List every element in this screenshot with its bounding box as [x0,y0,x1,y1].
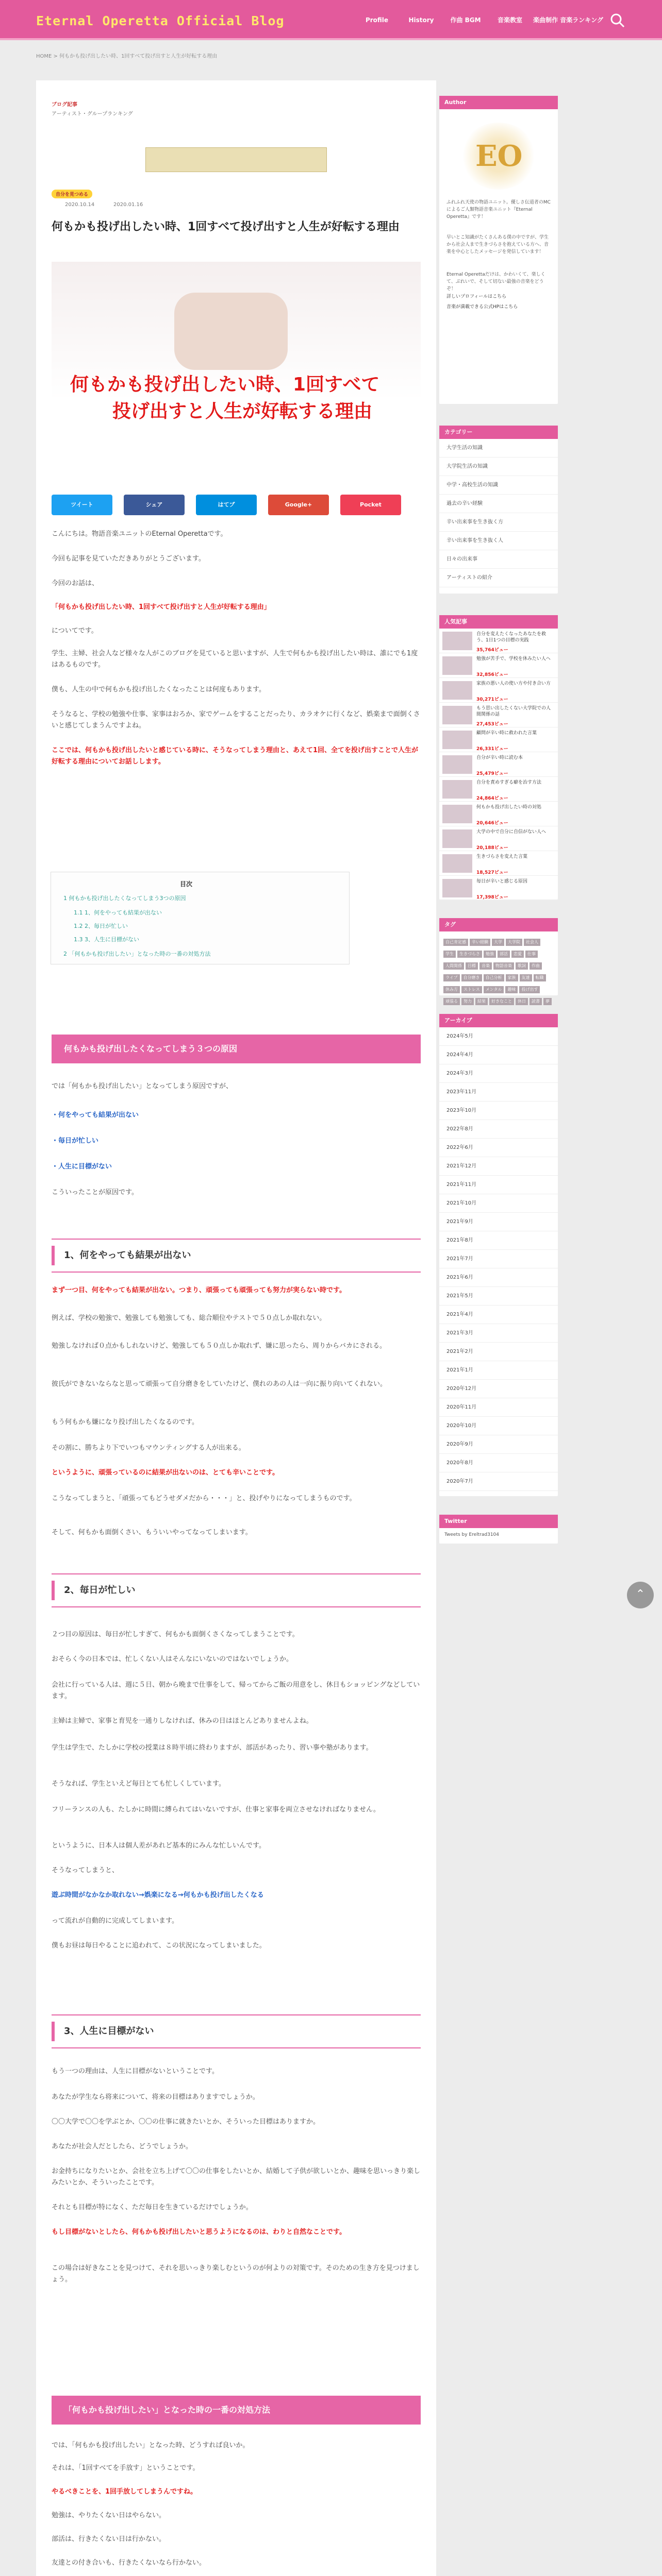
archive-item[interactable]: 2020年9月 [439,1435,558,1454]
popular-item[interactable] [439,876,558,901]
category-widget [439,426,558,594]
archive-item[interactable]: 2021年9月 [439,1213,558,1231]
bullet-item: ・人生に目標がない [52,1163,112,1171]
tag-item[interactable]: 学生 [443,951,456,958]
author-bio: 早いとこ知識がたくさんある僕の中ですが、学生から社会人まで生きづらさを抱えている方へ、音楽を中心としたメッセージを発信しています！ [446,235,549,255]
intro-p1: こんにちは。物語音楽ユニットのEternal Operettaです。 [52,530,227,538]
para-text: もう一つの理由は、人生に目標がないということです。 [52,2067,219,2075]
para: その割に、勝ちより下でいつもマウンティングする人が出来る。 [52,1444,245,1452]
popular-item[interactable] [439,703,558,727]
published-date: 2020.10.14 [65,202,95,208]
tag-item[interactable]: 投げ出す [519,986,540,993]
popular-title: 勉強が苦手で、学校を休みたい人へ [476,656,551,662]
popular-item[interactable] [439,851,558,876]
archive-item[interactable]: 2022年6月 [439,1139,558,1157]
archive-item[interactable]: 2021年4月 [439,1306,558,1324]
archive-item[interactable]: 2024年3月 [439,1064,558,1083]
author-bio: ふれふれ天使の物語ユニット。優しさ伝道者のMCによるご人類物語音楽ユニット『Eternal Operetta』です！ [446,200,551,219]
section-after: こういったことが原因です。 [52,1189,138,1196]
view-count: 20,646ビュー [476,821,508,826]
para: 主婦は主婦で、家事と育児を一通りしなければ、休みの日はほとんどありませんよね。 [52,1717,313,1725]
para: 彼氏ができないならなと思って頑張って自分磨きをしていたけど、僕れのあの人は一向に振り向いてくれない。 [52,1380,387,1388]
toc-title: 目次 [180,880,193,888]
profile-link[interactable]: 詳しいプロフィールはこちら [446,294,507,299]
sponsor-logo[interactable]: ブログ記事 [52,102,77,108]
tag-item[interactable]: 自己肯定感 [443,939,468,946]
popular-item[interactable] [439,653,558,678]
cat-photo [174,293,288,370]
para: そうなれば、学生といえど毎日とても忙しくしています。 [52,1780,225,1788]
section-lead: では「何もかも投げ出したい」となってしまう原因ですが、 [52,1082,233,1090]
archive-item[interactable]: 2021年2月 [439,1343,558,1361]
para: こうなってしまうと、「頑張ってもどうせダメだから・・・」と、投げやりになってしまうものです。 [52,1495,356,1502]
site-header [0,0,662,40]
sponsor-label: アーティスト・グループランキング [52,111,133,117]
archive-item[interactable]: 2021年5月 [439,1287,558,1306]
tag-item[interactable]: 勉強 [484,951,496,958]
toc-item[interactable]: 2 「何もかも投げ出したい」となった時の一番の対処方法 [63,951,211,957]
para: って流れが自動的に完成してしまいます。 [52,1917,178,1925]
bullet-item: ・毎日が忙しい [52,1137,99,1145]
archive-item[interactable]: 2020年8月 [439,1454,558,1472]
archive-item[interactable]: 2020年11月 [439,1398,558,1417]
para-text: というように、頑張っているのに結果が出ないのは、とても辛いことです。 [52,1469,279,1477]
thumbnail [442,805,472,823]
thumbnail [442,731,472,749]
archive-item[interactable]: 2022年8月 [439,1120,558,1139]
para: 友達との付き合いも、行きたくないなら行かない。 [52,2559,206,2567]
tag-item[interactable]: 物語音楽 [493,962,514,970]
bullet-item: ・何をやっても結果が出ない [52,1111,139,1119]
archive-item[interactable]: 2020年7月 [439,1472,558,1491]
popular-title: 自分を責めすぎる癖を治す方法 [476,780,542,785]
author-bio: Eternal Operettaだけは、かわいくて、楽しくて、ぶれいで、そして切ない最強の音楽をどうぞ！ [446,272,545,292]
popular-title: 家族の悪い人の使い方や付き合い方 [476,681,551,686]
para: そして、何もかも面倒くさい、もういいやってなってしまいます。 [52,1529,252,1536]
archive-item[interactable]: 2021年12月 [439,1157,558,1176]
category-item[interactable]: 大学院生活の知識 [439,457,558,476]
tag-item[interactable]: 趣味 [505,986,518,993]
para: 勉強は、やりたくない日はやらない。 [52,2512,166,2519]
tag-item[interactable]: 仕事 [525,951,538,958]
category-item[interactable]: 大学生活の知識 [439,439,558,457]
thumbnail [442,632,472,650]
para: もう何もかも嫌になり投げ出したくなるのです。 [52,1418,198,1426]
toc-item[interactable]: 1.2 2、毎日が忙しい [74,923,128,929]
tag-item[interactable]: 夢 [543,998,552,1005]
widget-title: Twitter [439,1515,558,1528]
popular-title: 自分を変えたくなったあなたを救う、1日1つの目標の実践 [476,632,547,643]
intro-p2: 今回も記事を見ていただきありがとうございます。 [52,555,205,563]
tag-item[interactable]: 大学院 [506,939,522,946]
para: フリーランスの人も、たしかに時間に縛られてはいないですが、仕事と家事を両立させなければなりません。 [52,1806,380,1814]
author-logo: EO [460,123,537,190]
widget-title: アーカイブ [439,1014,558,1027]
tag-widget [439,918,558,1004]
tag-item[interactable]: 辛い経験 [470,939,490,946]
category-item[interactable]: 過去の辛い経験 [439,495,558,513]
archive-item[interactable]: 2021年7月 [439,1250,558,1268]
view-count: 27,453ビュー [476,722,508,727]
para: 会社に行っている人は、週に５日、朝から晩まで仕事をして、帰ってからご飯の用意をし、休日もショッピングなどしています。 [52,1681,420,1700]
para: 僕もお昼は毎日やることに追われて、この状況になってしまいました。 [52,1942,266,1950]
tag-item[interactable]: 休日 [516,998,528,1005]
widget-title: タグ [439,918,558,931]
section-heading: 「何もかも投げ出したい」となった時の一番の対処方法 [52,2396,421,2425]
share-pocket-button[interactable]: Pocket [340,495,401,515]
thumbnail [442,854,472,873]
view-count: 26,331ビュー [476,747,508,752]
para: この場合は好きなことを見つけて、それを思いっきり楽しむというのが何よりの対策です。そのための生き方を見つけましょう。 [52,2264,420,2283]
page-title: 何もかも投げ出したい時、1回すべて投げ出すと人生が好転する理由 [52,221,400,233]
hero-text-line1: 何もかも投げ出したい時、1回すべて [70,374,380,395]
ad-banner[interactable] [145,147,327,172]
archive-item[interactable]: 2021年10月 [439,1194,558,1213]
widget-title: Author [439,96,558,109]
tag-item[interactable]: 部活 [498,951,510,958]
para: 〇〇大学で〇〇を学ぶとか、〇〇の仕事に就きたいとか、そういった目標はありますか。 [52,2118,320,2126]
tag-item[interactable]: 努力 [461,998,474,1005]
tag-item[interactable]: 生きづらさ [457,951,482,958]
archive-item[interactable]: 2024年4月 [439,1046,558,1064]
popular-item[interactable] [439,777,558,802]
archive-item[interactable]: 2021年3月 [439,1324,558,1343]
tag-item[interactable]: 転職 [534,974,546,981]
popular-item[interactable] [439,752,558,777]
nav-item-ranking[interactable]: 楽曲制作 音楽ランキング [533,16,603,24]
site-logo[interactable]: Eternal Operetta Official Blog [36,13,285,28]
para-text: まず一つ目、何をやっても結果が出ない。つまり、頑張っても頑張っても努力が実らない時です。 [52,1286,346,1294]
popular-item[interactable] [439,802,558,826]
archive-item[interactable]: 2021年11月 [439,1176,558,1194]
homepage-link[interactable]: 音楽が満載できる公式HPはこちら [446,304,518,310]
sub-heading: 1、何をやっても結果が出ない [52,1239,421,1273]
view-count: 18,527ビュー [476,870,508,875]
tag-item[interactable]: 目標 [466,962,478,970]
tag-item[interactable]: 歌詞 [516,962,528,970]
archive-item[interactable]: 2020年10月 [439,1417,558,1435]
para: 部活は、行きたくない日は行かない。 [52,2535,166,2543]
para: 例えば、学校の勉強で、勉強しても勉強しても、総合順位やテストで５０点しか取れない。 [52,1314,326,1322]
tag-item[interactable]: 大学 [492,939,504,946]
nav-item-history[interactable]: History [408,16,434,24]
category-item[interactable]: 辛い出来事を生き抜く人 [439,532,558,550]
popular-item[interactable] [439,727,558,752]
view-count: 32,856ビュー [476,672,508,677]
archive-item[interactable]: 2023年10月 [439,1101,558,1120]
popular-title: 顧問が辛い時に救われた言葉 [476,731,537,736]
para: それは、「1回すべてを手放す」ということです。 [52,2464,200,2472]
tag-item[interactable]: 結果 [475,998,488,1005]
tag-item[interactable]: 好きなこと [489,998,514,1005]
para: というように、日本人は個人差があれど基本的にみんな忙しいんです。 [52,1842,266,1850]
view-count: 24,864ビュー [476,796,508,801]
tag-item[interactable]: 作曲 [529,962,542,970]
para: それとも目標が特になく、ただ毎日を生きているだけでしょうか。 [52,2204,253,2211]
tag-item[interactable]: 休み方 [443,986,460,993]
category-item[interactable]: 辛い出来事を生き抜く方 [439,513,558,532]
tag-item[interactable]: 頑張る [443,998,460,1005]
tag-cloud [439,931,558,1011]
popular-item[interactable] [439,629,558,653]
tag-item[interactable]: 読書 [529,998,542,1005]
para [52,1467,421,1479]
popular-title: 毎日が辛いと感じる原因 [476,879,528,884]
toc-item[interactable]: 1.1 1、何をやっても結果が出ない [74,909,162,916]
para: では、「何もかも投げ出したい」となった時、どうすれば良いか。 [52,2442,250,2449]
thumbnail [442,829,472,848]
search-icon[interactable] [608,11,627,30]
tag-item[interactable]: 友達 [520,974,532,981]
share-facebook-button[interactable]: シェア [124,495,185,515]
tag-item[interactable]: 自己分析 [484,974,504,981]
view-count: 20,188ビュー [476,845,508,851]
thumbnail [442,879,472,897]
popular-title: もう思い出したくない大学院での人間関係の話 [476,706,551,717]
tag-item[interactable]: ライブ [443,974,460,981]
intro-quote: 「何もかも投げ出したい時、1回すべて投げ出すと人生が好転する理由」 [52,603,271,611]
sub-heading: 3、人生に目標がない [52,2014,421,2048]
intro-p5: 学生、主婦、社会人など様々な人がこのブログを見ていると思いますが、人生で何もかも投げ出したい時は、誰にでも1度はあるものです。 [52,650,418,669]
thumbnail [442,755,472,774]
breadcrumb[interactable]: HOME > 何もかも投げ出したい時、1回すべて投げ出すと人生が好転する理由 [36,54,218,59]
tag-item[interactable]: 人間関係 [443,962,464,970]
tag-item[interactable]: ストレス [461,986,482,993]
archive-widget [439,1014,558,1496]
section-heading: 何もかも投げ出したくなってしまう３つの原因 [52,1035,421,1063]
para: 勉強しなければ０点かもしれないけど、勉強しても５０点しか取れず、嫌に思ったら、周りからバカにされる。 [52,1342,386,1350]
view-count: 17,398ビュー [476,895,508,900]
para: お金持ちになりたいとか、会社を立ち上げて〇〇の仕事をしたいとか、結婚して子供が欲しいとか、趣味を思いっきり楽しみたいとか、そういったことです。 [52,2167,421,2187]
table-of-contents [51,872,350,964]
category-item[interactable]: 日々の出来事 [439,550,558,569]
share-hatena-button[interactable]: はてブ [196,495,257,515]
share-google-button[interactable]: Google+ [268,495,329,515]
thumbnail [442,780,472,799]
category-badge[interactable]: 自分を見つめる [52,190,92,198]
toc-item[interactable]: 1 何もかも投げ出したくなってしまう3つの原因 [63,895,186,902]
widget-title: カテゴリー [439,426,558,439]
tag-item[interactable]: 家族 [506,974,518,981]
tag-item[interactable]: 自分磨き [461,974,482,981]
archive-item[interactable]: 2021年1月 [439,1361,558,1380]
popular-title: 生きづらさを変えた言葉 [476,854,528,859]
main-nav [355,0,604,40]
nav-item-profile[interactable]: Profile [365,16,389,24]
thumbnail [442,706,472,724]
section-causes [36,1035,436,1436]
popular-item[interactable] [439,826,558,851]
para: もし目標がないとしたら、何もかも投げ出したいと思うようになるのは、わりと自然なことです。 [52,2228,346,2236]
tag-item[interactable]: 恋愛 [511,951,524,958]
archive-item[interactable]: 2023年11月 [439,1083,558,1101]
para: あなたが社会人だとしたら、どうでしょうか。 [52,2143,193,2150]
nav-item-school[interactable]: 音楽教室 [497,16,522,24]
para: おそらく今の日本では、忙しくない人はそんなにいないのではないでしょうか。 [52,1655,293,1663]
updated-date: 2020.01.16 [113,202,143,208]
author-widget [439,96,558,404]
popular-item[interactable] [439,678,558,703]
category-item[interactable]: 中学・高校生活の知識 [439,476,558,495]
tag-item[interactable]: 社会人 [524,939,540,946]
para: あなたが学生なら将来について、将来の目標はありますでしょうか。 [52,2093,259,2101]
archive-item[interactable]: 2021年6月 [439,1268,558,1287]
thumbnail [442,656,472,675]
intro-p6: 僕も、人生の中で何もかも投げ出したくなったことは何度もあります。 [52,686,266,693]
view-count: 25,479ビュー [476,771,508,776]
archive-list [439,1027,558,1491]
intro-p7: そうなると、学校の勉強や仕事、家事はおろか、家でゲームをすることだったり、カラオケに行くなど、娯楽まで面倒くさいと感じてしまうんですよね。 [52,710,420,730]
scroll-to-top-button[interactable]: ⌃ [627,1582,654,1608]
toc-item[interactable]: 1.3 3、人生に目標がない [74,936,139,943]
popular-widget [439,615,558,900]
para: ２つ目の原因は、毎日が忙しすぎて、何もかも面倒くさくなってしまうことです。 [52,1631,299,1638]
nav-item-bgm[interactable]: 作曲 BGM [450,16,481,24]
para [52,1285,421,1296]
popular-title: 大学の中で自分に自信がない人へ [476,829,547,835]
popular-title: 自分が辛い時に読む本 [476,755,523,760]
thumbnail [442,681,472,700]
para: そうなってしまうと、 [52,1867,119,1874]
twitter-feed-link[interactable]: Tweets by Ereltrad3104 [444,1532,500,1537]
archive-item[interactable]: 2024年5月 [439,1027,558,1046]
view-count: 30,271ビュー [476,697,508,702]
para: 遊ぶ時間がなかなか取れない→娯楽になる→何もかも投げ出したくなる [52,1891,264,1899]
tag-item[interactable]: メンタル [484,986,504,993]
hero-text-line2: 投げ出すと人生が好転する理由 [112,401,373,422]
widget-title: 人気記事 [439,615,558,629]
hero-image [52,262,421,493]
intro-p3: 今回のお話は、 [52,580,99,587]
archive-item[interactable]: 2020年12月 [439,1380,558,1398]
category-item[interactable]: アーティストの紹介 [439,569,558,587]
view-count: 35,764ビュー [476,648,508,653]
archive-item[interactable]: 2021年8月 [439,1231,558,1250]
para: 学生は学生で、たしかに学校の授業は８時半頃に終わりますが、部活があったり、習い事や塾があります。 [52,1744,373,1752]
twitter-widget [439,1515,558,1544]
intro-p8: ここでは、何もかも投げ出したいと感じている時に、そうなってしまう理由と、あえて1回、全てを投げ出すことで人生が好転する理由についてお話しします。 [52,747,419,766]
intro-p4: についてです。 [52,627,98,635]
para: やるべきことを、1回手放してしまうんですね。 [52,2488,197,2496]
para [52,2066,421,2077]
popular-title: 何もかも投げ出したい時の対処 [476,805,542,810]
share-twitter-button[interactable]: ツイート [52,495,112,515]
sub-heading: 2、毎日が忙しい [52,1573,421,1607]
tag-item[interactable]: 音楽 [479,962,492,970]
